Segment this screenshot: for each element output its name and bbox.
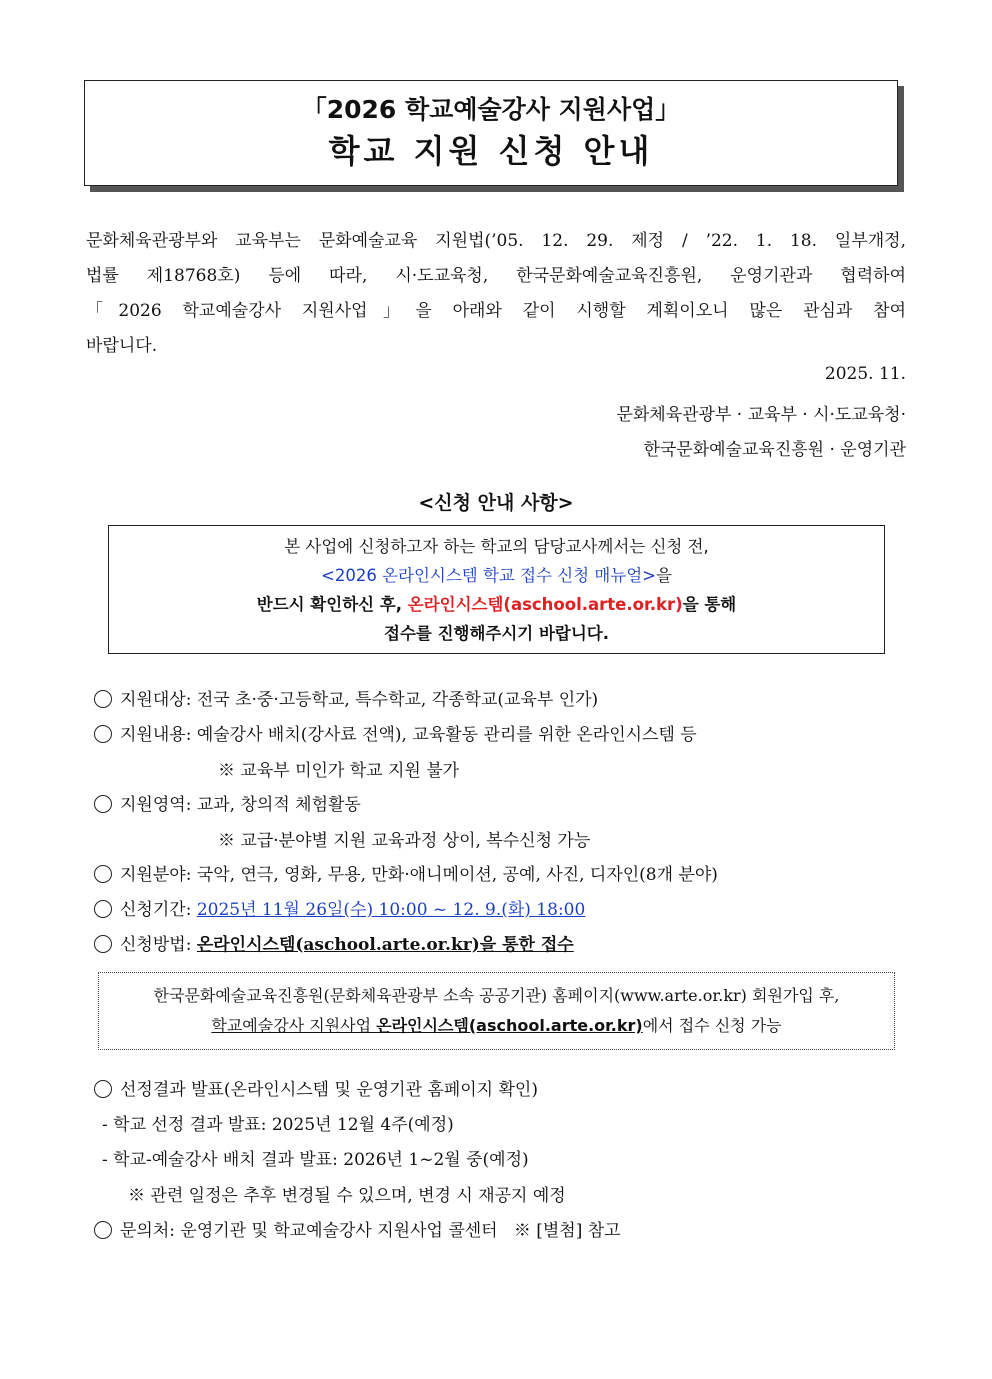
- list-item-content: 지원내용: 예술강사 배치(강사료 전액), 교육활동 관리를 위한 온라인시스템 등: [94, 720, 697, 745]
- online-system-link[interactable]: 온라인시스템(aschool.arte.or.kr): [376, 1016, 643, 1035]
- circle-bullet-icon: [94, 1080, 112, 1098]
- application-method: 온라인시스템(aschool.arte.or.kr)을 통한 접수: [196, 935, 574, 955]
- manual-link[interactable]: <2026 온라인시스템 학교 접수 신청 매뉴얼>: [321, 565, 656, 585]
- content-note: ※ 교육부 미인가 학교 지원 불가: [218, 761, 460, 781]
- circle-bullet-icon: [94, 725, 112, 743]
- circle-bullet-icon: [94, 935, 112, 953]
- circle-bullet-icon: [94, 690, 112, 708]
- list-item-method: 신청방법: 온라인시스템(aschool.arte.or.kr)을 통한 접수: [94, 930, 574, 955]
- issuer-line2: 한국문화예술교육진흥원 · 운영기관: [643, 440, 906, 460]
- list-item-period: 신청기간: 2025년 11월 26일(수) 10:00 ~ 12. 9.(화) 18:00: [94, 895, 585, 920]
- results-item2: - 학교-예술강사 배치 결과 발표: 2026년 1~2월 중(예정): [102, 1150, 529, 1170]
- notice-line2: <2026 온라인시스템 학교 접수 신청 매뉴얼>을: [321, 565, 672, 585]
- results-item1: - 학교 선정 결과 발표: 2025년 12월 4주(예정): [102, 1115, 454, 1135]
- intro-line: 바랍니다.: [86, 336, 158, 356]
- notice-line3: 반드시 확인하신 후, 온라인시스템(aschool.arte.or.kr)을 통해: [256, 594, 737, 614]
- notice-line1: 본 사업에 신청하고자 하는 학교의 담당교사께서는 신청 전,: [284, 536, 709, 556]
- page-title: 학교 지원 신청 안내: [328, 132, 654, 170]
- intro-line: 법률 제18768호) 등에 따라, 시·도교육청, 한국문화예술교육진흥원, 운영기관과 협력하여: [86, 266, 906, 286]
- section-title: <신청 안내 사항>: [418, 492, 574, 514]
- notice-box: [108, 525, 885, 654]
- howto-box: [98, 972, 895, 1050]
- list-item-results: 선정결과 발표(온라인시스템 및 운영기관 홈페이지 확인): [94, 1075, 538, 1100]
- circle-bullet-icon: [94, 900, 112, 918]
- list-item-area: 지원영역: 교과, 창의적 체험활동: [94, 790, 361, 815]
- title-box: [84, 80, 898, 186]
- howto-line2: 학교예술강사 지원사업 온라인시스템(aschool.arte.or.kr)에서 접수 신청 가능: [211, 1016, 782, 1035]
- application-period: 2025년 11월 26일(수) 10:00 ~ 12. 9.(화) 18:00: [196, 900, 586, 920]
- online-system-link[interactable]: 온라인시스템(aschool.arte.or.kr): [407, 594, 683, 614]
- howto-line1: 한국문화예술교육진흥원(문화체육관광부 소속 공공기관) 홈페이지(www.arte.or.kr) 회원가입 후,: [153, 986, 840, 1005]
- issue-date: 2025. 11.: [824, 364, 906, 384]
- list-item-target: 지원대상: 전국 초·중·고등학교, 특수학교, 각종학교(교육부 인가): [94, 685, 598, 710]
- area-note: ※ 교급·분야별 지원 교육과정 상이, 복수신청 가능: [218, 831, 591, 851]
- circle-bullet-icon: [94, 1221, 112, 1239]
- intro-line: 문화체육관광부와 교육부는 문화예술교육 지원법(’05. 12. 29. 제정 / ’22. 1. 18. 일부개정,: [86, 231, 906, 251]
- issuer-line1: 문화체육관광부 · 교육부 · 시·도교육청·: [616, 405, 906, 425]
- list-item-field: 지원분야: 국악, 연극, 영화, 무용, 만화·애니메이션, 공예, 사진, 디자인(8개 분야): [94, 860, 718, 885]
- intro-line: 「2026 학교예술강사 지원사업」을 아래와 같이 시행할 계획이오니 많은 관심과 참여: [86, 301, 906, 321]
- intro-paragraph: [86, 224, 906, 364]
- notice-line4: 접수를 진행해주시기 바랍니다.: [384, 623, 609, 643]
- results-note: ※ 관련 일정은 추후 변경될 수 있으며, 변경 시 재공지 예정: [128, 1186, 566, 1206]
- circle-bullet-icon: [94, 865, 112, 883]
- list-item-contact: 문의처: 운영기관 및 학교예술강사 지원사업 콜센터 ※ [별첨] 참고: [94, 1216, 621, 1241]
- circle-bullet-icon: [94, 795, 112, 813]
- title-line1: 「2026 학교예술강사 지원사업」: [301, 95, 681, 124]
